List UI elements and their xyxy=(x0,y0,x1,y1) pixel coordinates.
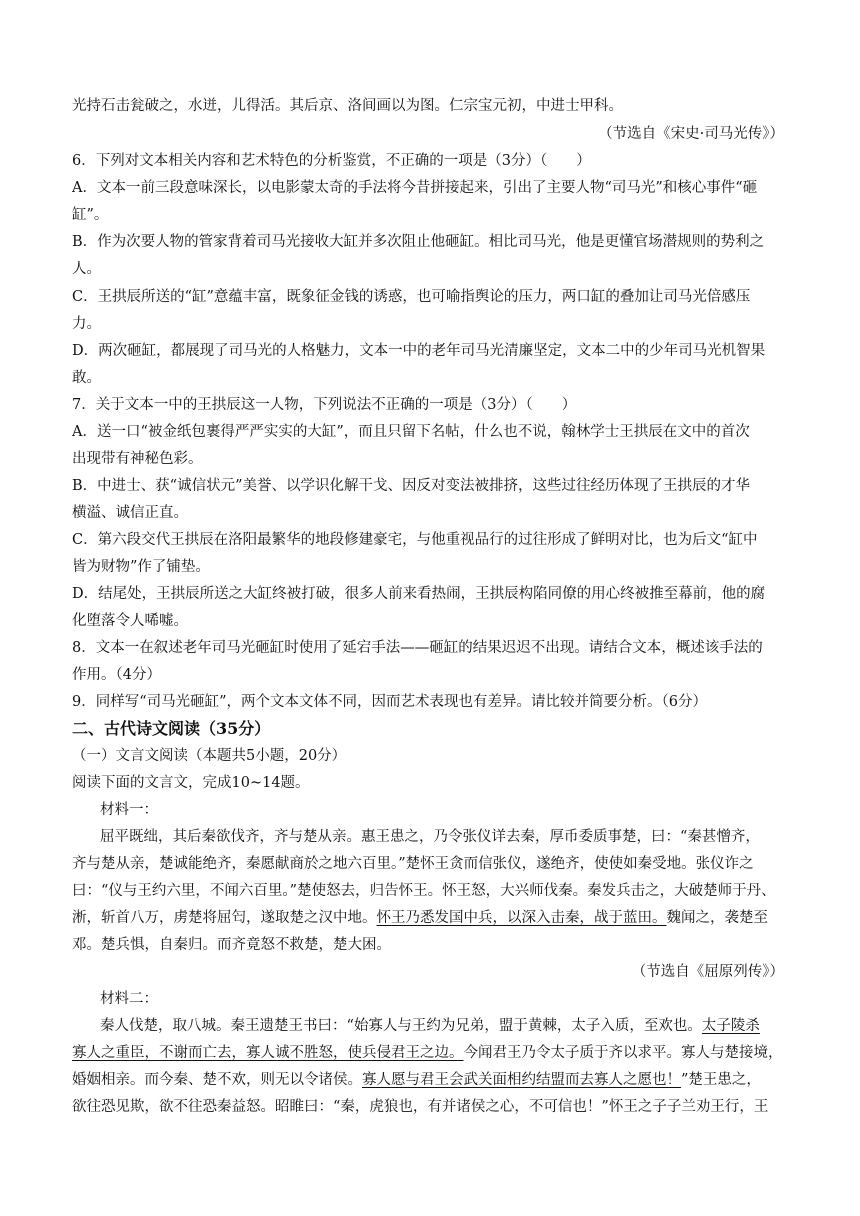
passage-text: 淅，斩首八万，虏楚将屈匄，遂取楚之汉中地。 xyxy=(72,910,377,926)
question-9: 9．同样写“司马光砸缸”，两个文本文体不同，因而艺术表现也有差异。请比较并简要分析。（6分） xyxy=(72,694,708,710)
passage-text: 今闻君王乃令太子质于齐以求平。寡人与楚接境， xyxy=(463,1045,783,1061)
section-heading: 二、古代诗文阅读（35分） xyxy=(72,719,271,738)
passage-line xyxy=(72,1097,792,1117)
q7-option-d: D．结尾处，王拱辰所送之大缸终被打破，很多人前来看热闹，王拱辰构陷同僚的用心终被推至幕前，他的腐 xyxy=(72,586,766,602)
q7-option-a: A．送一口“被金纸包裹得严严实实的大缸”，而且只留下名帖，什么也不说，翰林学士王拱辰在文中的首次 xyxy=(72,424,750,440)
q6-option-a: A．文本一前三段意味深长，以电影蒙太奇的手法将今昔拼接起来，引出了主要人物“司马光”和核心事件“砸 xyxy=(72,180,758,196)
passage-line xyxy=(72,908,792,928)
q6-option-b: B．作为次要人物的管家背着司马光接收大缸并多次阻止他砸缸。相比司马光，他是更懂官场潜规则的势利之 xyxy=(72,234,765,250)
passage-text: ，欲不往恐秦益怒。昭睢曰：“秦，虎狼也，有并诸侯之心，不可信也！”怀王之子子兰劝王行，王 xyxy=(144,1099,769,1115)
passage-text: 婚姻相亲。而今秦、楚不欢，则无以令诸侯。 xyxy=(72,1072,362,1088)
underlined-sentence: 寡人愿与君王会武关面相约结盟而去寡人之愿也！ xyxy=(362,1072,681,1088)
underlined-sentence: 太子陵杀 xyxy=(701,1018,760,1034)
material-2-label: 材料二： xyxy=(100,991,158,1007)
q6-option-d: D．两次砸缸，都展现了司马光的人格魅力，文本一中的老年司马光清廉坚定，文本二中的少年司马光机智果 xyxy=(72,343,766,359)
passage-line xyxy=(100,1016,792,1036)
passage-text: 欲往恐见 xyxy=(72,1099,130,1115)
passage-line xyxy=(72,1043,792,1063)
reading-instruction: 阅读下面的文言文，完成10~14题。 xyxy=(72,775,310,791)
underlined-sentence: 寡人之重臣，不谢而亡去，寡人诚不胜怒，使兵侵君王之边。 xyxy=(72,1045,464,1061)
q6-option-b-cont: 人。 xyxy=(72,261,101,277)
source-citation: （节选自《宋史·司马光传》） xyxy=(598,126,784,142)
underlined-sentence: 怀王乃悉发国中兵，以深入击秦，战于蓝田。 xyxy=(376,910,667,926)
q6-option-c: C．王拱辰所送的“缸”意蕴丰富，既象征金钱的诱惑，也可喻指舆论的压力，两口缸的叠加让司马光倍感压 xyxy=(72,289,751,305)
passage-line: 齐与楚从亲，楚诚能绝齐，秦愿献商於之地六百里。”楚怀王贪而信张仪，遂绝齐，使使如秦受地。张仪诈之 xyxy=(72,856,754,872)
question-6: 6．下列对文本相关内容和艺术特色的分析鉴赏，不正确的一项是（3分）（ ） xyxy=(72,153,591,169)
q7-option-b-cont: 横溢、诚信正直。 xyxy=(72,505,188,521)
question-8: 8．文本一在叙述老年司马光砸缸时使用了延宕手法——砸缸的结果迟迟不出现。请结合文本，概述该手法的 xyxy=(72,640,763,656)
passage-line: 屈平既绌，其后秦欲伐齐，齐与楚从亲。惠王患之，乃令张仪详去秦，厚币委质事楚，曰：“秦甚憎齐， xyxy=(100,829,760,845)
q7-option-b: B．中进士、获“诚信状元”美誉、以学识化解干戈、因反对变法被排挤，这些过往经历体现了王拱辰的才华 xyxy=(72,478,750,494)
passage-text: 魏闻之，袭楚至 xyxy=(666,910,768,926)
passage-line: 曰：“仪与王约六里，不闻六百里。”楚使怒去，归告怀王。怀王怒，大兴师伐秦。秦发兵击之，大破楚师于丹、 xyxy=(72,883,776,899)
emphasis-dotted-char: 欺 xyxy=(130,1099,145,1115)
passage-text: ”楚王患之， xyxy=(681,1072,761,1088)
q7-option-c: C．第六段交代王拱辰在洛阳最繁华的地段修建豪宅，与他重视品行的过往形成了鲜明对比，也为后文“缸中 xyxy=(72,532,758,548)
q6-option-c-cont: 力。 xyxy=(72,316,101,332)
passage-line xyxy=(72,1070,792,1090)
passage-text: 秦人伐楚，取八城。秦王遗楚王书曰：“始寡人与王约为兄弟，盟于黄棘，太子入质，至欢也。 xyxy=(100,1018,702,1034)
passage-line: 邓。楚兵惧，自秦归。而齐竟怒不救楚，楚大困。 xyxy=(72,937,391,953)
material-1-label: 材料一： xyxy=(100,802,158,818)
q7-option-d-cont: 化堕落令人唏嘘。 xyxy=(72,613,188,629)
q7-option-c-cont: 皆为财物”作了铺垫。 xyxy=(72,559,210,575)
q6-option-a-cont: 缸”。 xyxy=(72,207,109,223)
passage-line: 光持石击瓮破之，水迸，儿得活。其后京、洛间画以为图。仁宗宝元初，中进士甲科。 xyxy=(72,98,623,114)
question-8-cont: 作用。（4分） xyxy=(72,667,161,683)
question-7: 7．关于文本一中的王拱辰这一人物，下列说法不正确的一项是（3分）（ ） xyxy=(72,397,577,413)
q6-option-d-cont: 敢。 xyxy=(72,370,101,386)
subsection-heading: （一）文言文阅读（本题共5小题，20分） xyxy=(72,748,347,764)
q7-option-a-cont: 出现带有神秘色彩。 xyxy=(72,451,203,467)
source-citation: （节选自《屈原列传》） xyxy=(631,964,784,980)
